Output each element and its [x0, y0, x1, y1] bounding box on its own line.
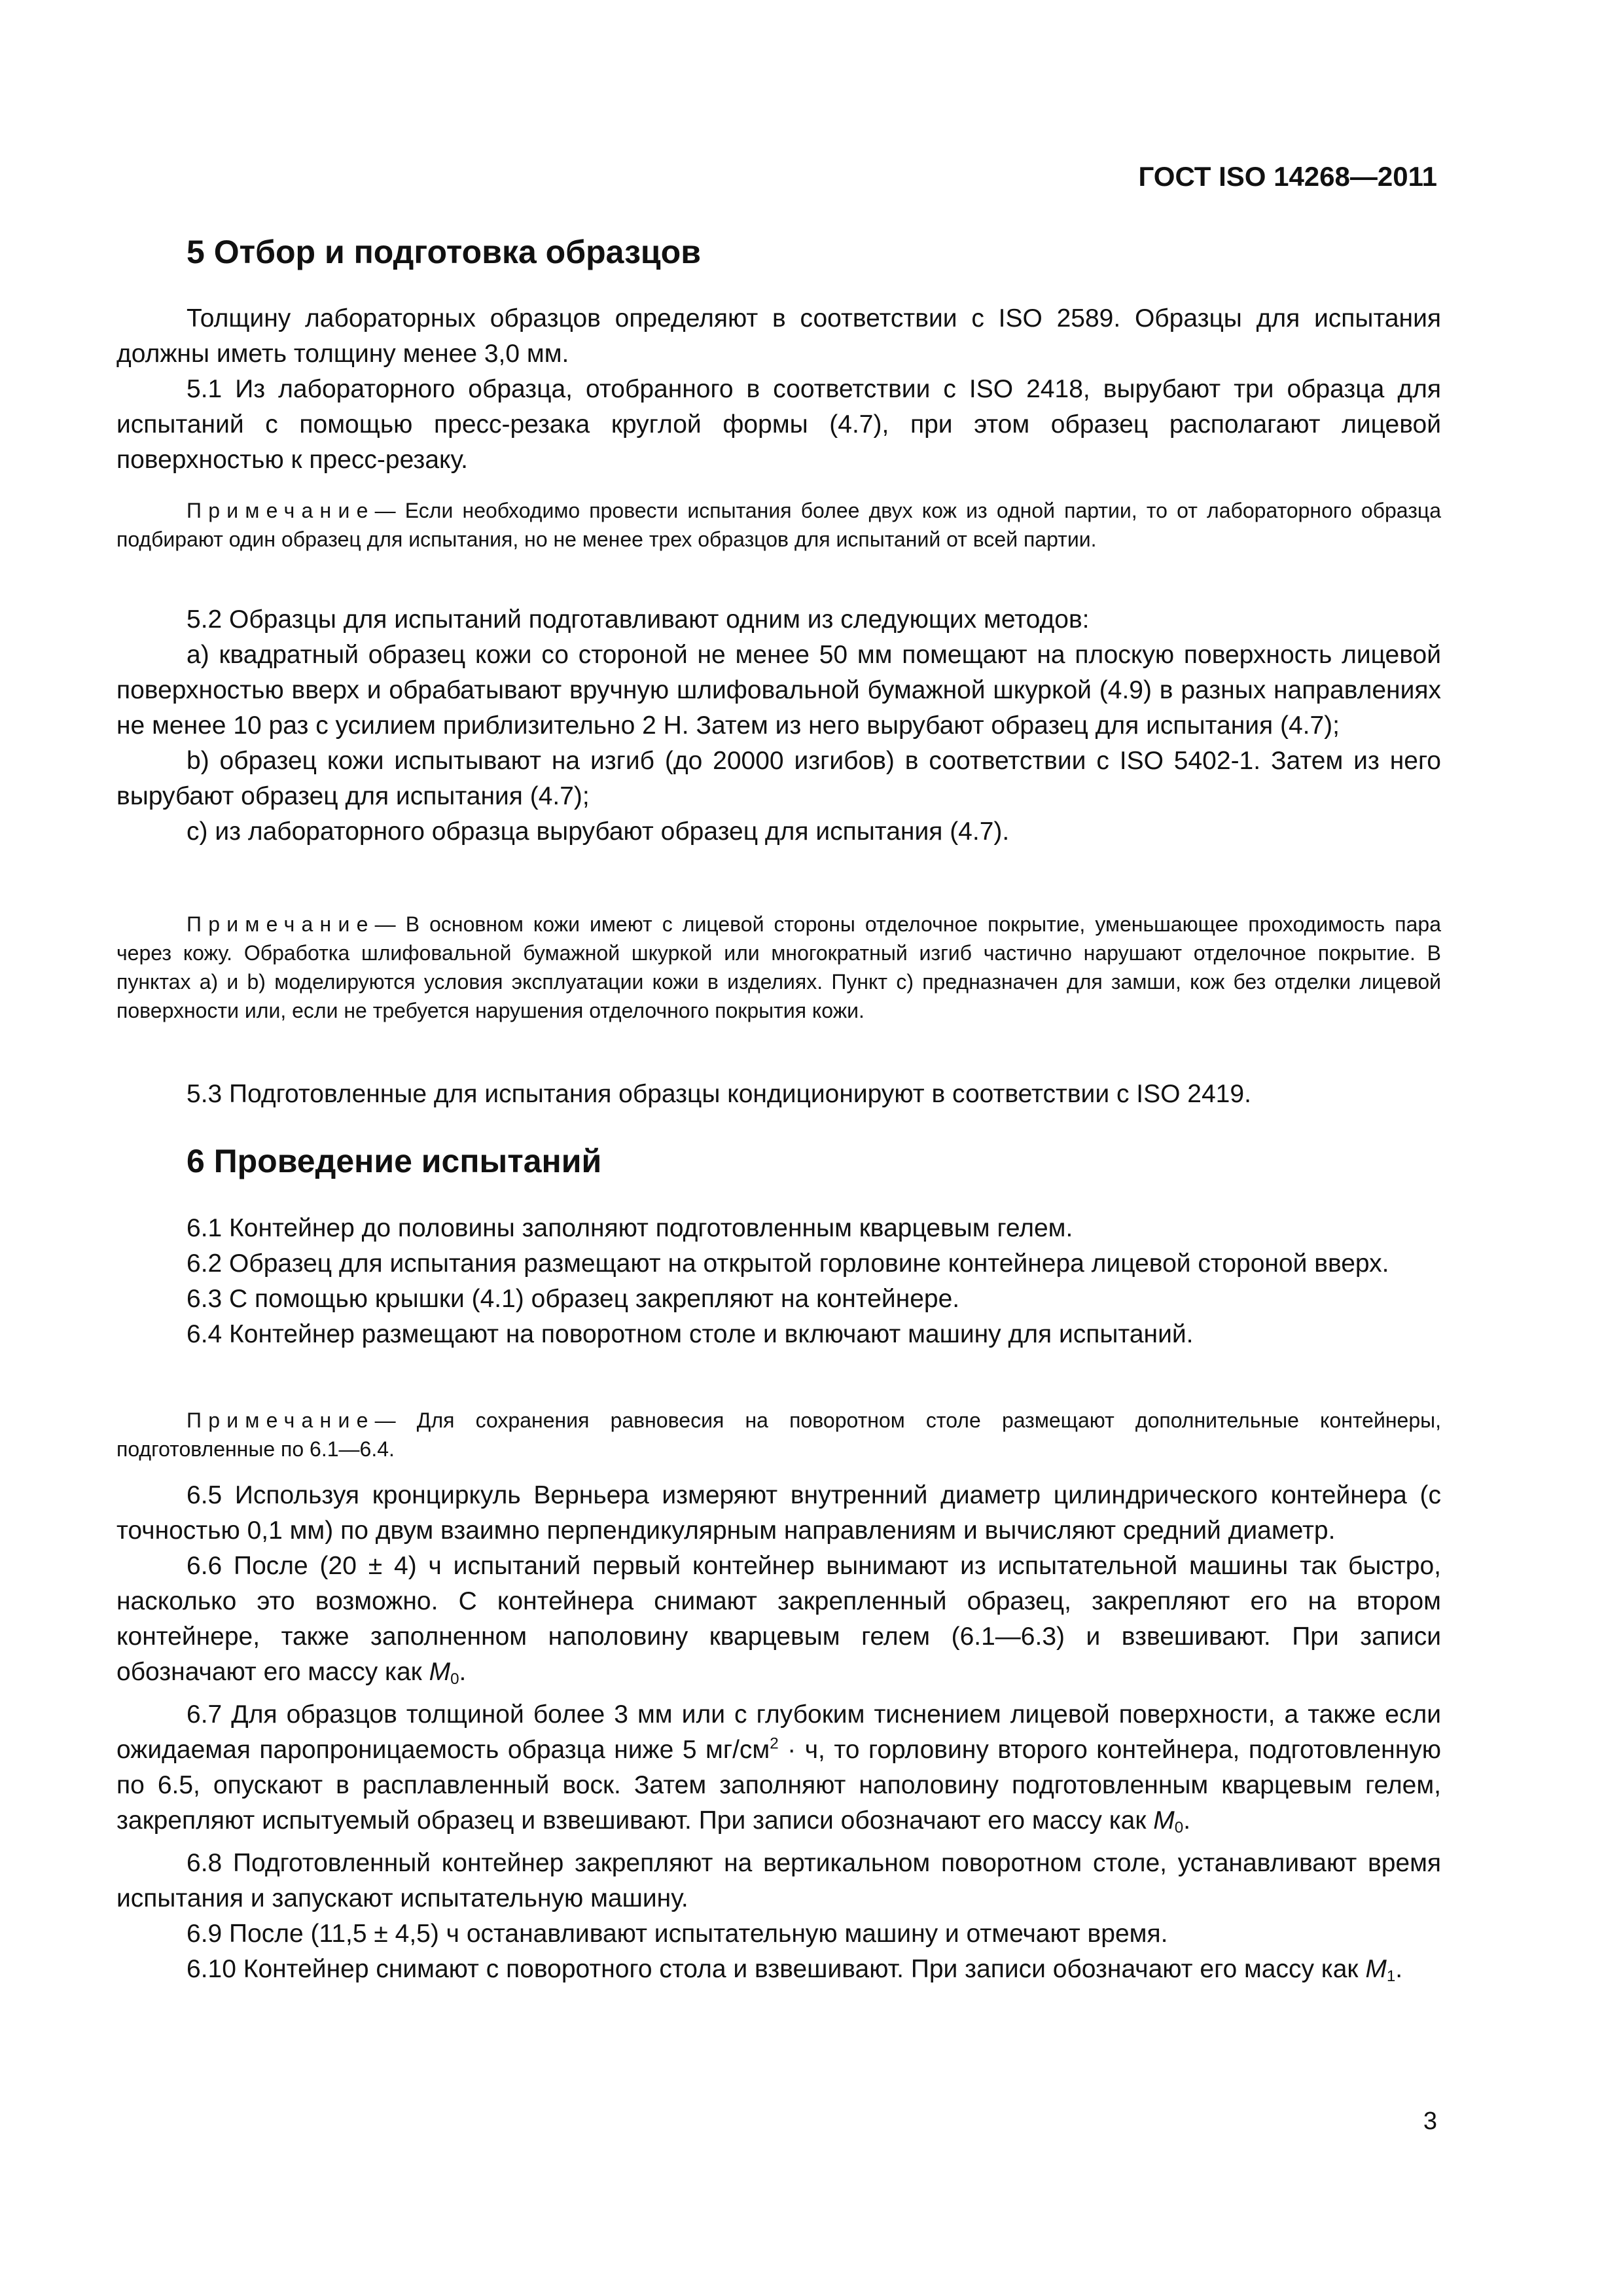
section-6-body-2 [116, 1478, 1441, 1994]
clause-6-10 [116, 1952, 1441, 1994]
section-6-title: 6 Проведение испытаний [187, 1143, 602, 1179]
note-text: — Если необходимо провести испытания более двух кож из одной партии, то от лабораторного образца подбирают один образец для испытания, но не менее трех образцов для испытаний от всей партии. [116, 499, 1441, 551]
clause-6-7-text-a: 6.7 Для образцов толщиной более 3 мм или с глубоким тиснением лицевой поверхности, а также если ожидаемая паропроницаемость образца ниже 5 мг/см [116, 1700, 1441, 1765]
clause-5-2: 5.2 Образцы для испытаний подготавливают одним из следующих методов: [187, 605, 1090, 634]
period: . [1395, 1955, 1403, 1984]
note-label: Примечание [187, 912, 375, 936]
clause-6-6-text: 6.6 После (20 ± 4) ч испытаний первый контейнер вынимают из испытательной машины так быстро, насколько это возможно. С контейнера снимают закрепленный образец, закрепляют его на втором контейнере, также заполненном наполовину кварцевым гелем (6.1—6.3) и взвешивают. При записи обозначают его массу как [116, 1552, 1441, 1686]
period: . [1183, 1806, 1191, 1835]
period: . [459, 1658, 467, 1686]
note-text: — В основном кожи имеют с лицевой стороны отделочное покрытие, уменьшающее проходимость пара через кожу. Обработка шлифовальной бумажной шкуркой или многократный изгиб частично нарушают отделочное покрытие. В пунктах а) и b) моделируются условия эксплуатации кожи в изделиях. Пункт с) предназначен для замши, кож без отделки лицевой поверхности или, если не требуется нарушения отделочного покрытия кожи. [116, 912, 1441, 1022]
page-number: 3 [1423, 2108, 1437, 2135]
clause-6-10-text: 6.10 Контейнер снимают с поворотного стола и взвешивают. При записи обозначают его массу как [187, 1955, 1366, 1984]
section-5-intro: Толщину лабораторных образцов определяют в соответствии с ISO 2589. Образцы для испытания должны иметь толщину менее 3,0 мм. [116, 304, 1441, 368]
clause-6-7-text-b: · ч, то горловину второго контейнера, подготовленную по 6.5, опускают в расплавленный воск. Затем заполняют наполовину подготовленным кварцевым гелем, закрепляют испытуемый образец и взвешивают. При записи обозначают его массу как [116, 1736, 1441, 1835]
standard-header: ГОСТ ISO 14268—2011 [1138, 161, 1437, 192]
clause-6-3: 6.3 С помощью крышки (4.1) образец закрепляют на контейнере. [187, 1285, 960, 1313]
note-label: Примечание [187, 499, 375, 522]
clause-6-9: 6.9 После (11,5 ± 4,5) ч останавливают испытательную машину и отмечают время. [187, 1920, 1168, 1948]
unit-superscript: 2 [770, 1734, 779, 1753]
note-3 [116, 1406, 1441, 1463]
mass-symbol: M [429, 1658, 451, 1686]
mass-subscript: 1 [1386, 1967, 1396, 1986]
section-5-title: 5 Отбор и подготовка образцов [187, 234, 701, 270]
clause-6-1: 6.1 Контейнер до половины заполняют подготовленным кварцевым гелем. [187, 1214, 1073, 1242]
clause-6-6 [116, 1549, 1441, 1697]
clause-5-1: 5.1 Из лабораторного образца, отобранного в соответствии с ISO 2418, вырубают три образца для испытаний с помощью пресс-резака круглой формы (4.7), при этом образец располагают лицевой поверхностью к пресс-резаку. [116, 375, 1441, 474]
clause-6-5: 6.5 Используя кронциркуль Верньера измеряют внутренний диаметр цилиндрического контейнера (с точностью 0,1 мм) по двум взаимно перпендикулярным направлениям и вычисляют средний диаметр. [116, 1481, 1441, 1545]
note-text: — Для сохранения равновесия на поворотном столе размещают дополнительные контейнеры, подготовленные по 6.1—6.4. [116, 1408, 1441, 1461]
mass-symbol: M [1153, 1806, 1175, 1835]
mass-subscript: 0 [1174, 1819, 1184, 1837]
mass-subscript: 0 [450, 1670, 459, 1689]
clause-5-2-a: a) квадратный образец кожи со стороной не менее 50 мм помещают на плоскую поверхность лицевой поверхностью вверх и обрабатывают вручную шлифовальной бумажной шкуркой (4.9) в разных направлениях не менее 10 раз с усилием приблизительно 2 Н. Затем из него вырубают образец для испытания (4.7); [116, 641, 1441, 740]
section-6-body-1 [116, 1211, 1441, 1352]
clause-6-2: 6.2 Образец для испытания размещают на открытой горловине контейнера лицевой стороной вверх. [187, 1249, 1389, 1278]
clause-6-7 [116, 1697, 1441, 1846]
clause-5-2-block [116, 602, 1441, 850]
clause-6-4: 6.4 Контейнер размещают на поворотном столе и включают машину для испытаний. [187, 1320, 1194, 1348]
section-5-body [116, 301, 1441, 478]
clause-5-2-c: c) из лабораторного образца вырубают образец для испытания (4.7). [187, 817, 1010, 846]
mass-symbol: M [1365, 1955, 1387, 1984]
note-2 [116, 910, 1441, 1025]
clause-5-2-b: b) образец кожи испытывают на изгиб (до 20000 изгибов) в соответствии с ISO 5402-1. Затем из него вырубают образец для испытания (4.7); [116, 747, 1441, 810]
note-1 [116, 496, 1441, 554]
clause-5-3-block [116, 1077, 1441, 1112]
note-label: Примечание [187, 1408, 375, 1432]
clause-5-3: 5.3 Подготовленные для испытания образцы кондиционируют в соответствии с ISO 2419. [187, 1080, 1251, 1108]
clause-6-8: 6.8 Подготовленный контейнер закрепляют на вертикальном поворотном столе, устанавливают время испытания и запускают испытательную машину. [116, 1849, 1441, 1913]
